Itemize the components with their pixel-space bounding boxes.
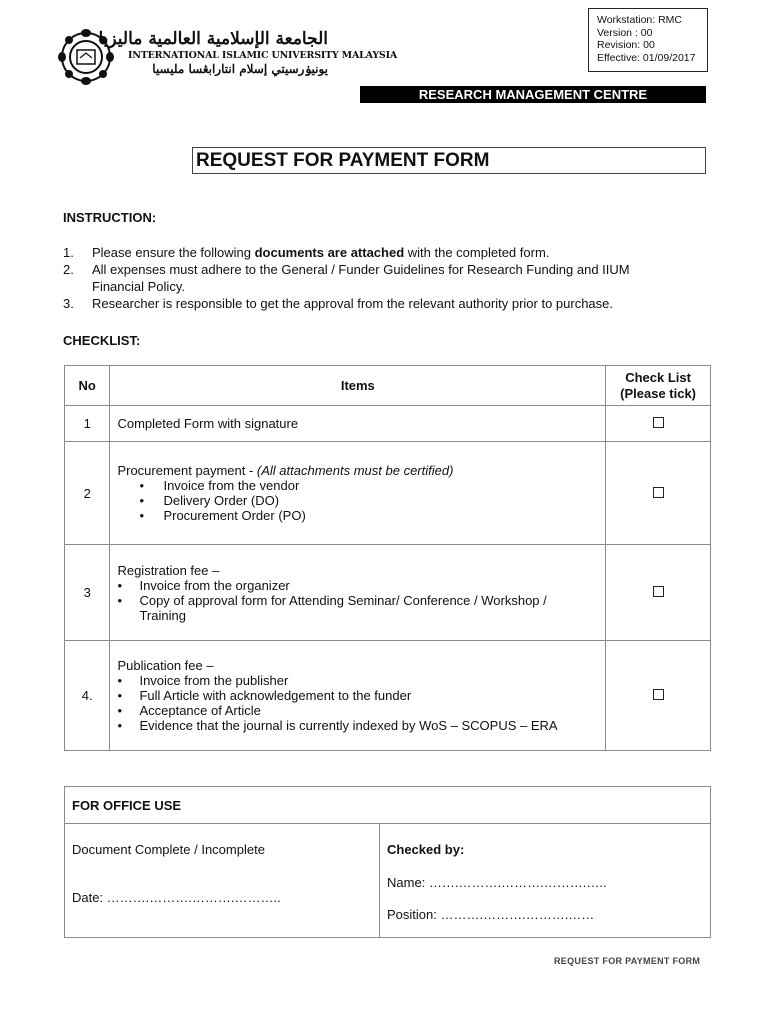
- document-status-field[interactable]: Document Complete / Incomplete: [72, 842, 265, 857]
- table-row: [65, 545, 711, 641]
- table-row: [65, 442, 711, 545]
- list-item: [117, 578, 605, 593]
- instruction-item: [63, 261, 703, 295]
- bullet-text: Full Article with acknowledgement to the funder: [139, 688, 412, 703]
- tick-checkbox[interactable]: [653, 417, 664, 428]
- instruction-item: [63, 295, 703, 312]
- document-control-box: [588, 8, 708, 72]
- instruction-number: 3.: [63, 296, 74, 311]
- bullet: •: [117, 592, 123, 608]
- position-field[interactable]: Position: ……….……….……….……: [387, 907, 595, 922]
- checked-by-label: Checked by:: [387, 842, 465, 857]
- bullet-text: Invoice from the vendor: [163, 478, 300, 493]
- row-checkbox-cell: [606, 442, 711, 545]
- instruction-text: [92, 244, 549, 261]
- office-use-heading: FOR OFFICE USE: [65, 787, 710, 824]
- list-item: [117, 688, 605, 703]
- bullet-text: Invoice from the publisher: [139, 673, 289, 688]
- row-checkbox-cell: [606, 545, 711, 641]
- instruction-text-line: Financial Policy.: [92, 279, 185, 294]
- item-title-note: (All attachments must be certified): [256, 463, 454, 478]
- bullet: •: [117, 688, 123, 703]
- list-item: [117, 478, 605, 493]
- instruction-item: [63, 244, 703, 261]
- item-title: Publication fee –: [117, 658, 214, 673]
- bullet-text: Delivery Order (DO): [163, 493, 280, 508]
- instruction-list: [63, 244, 703, 312]
- item-title: Registration fee –: [117, 562, 220, 578]
- column-header-no: No: [65, 366, 110, 406]
- table-row: [65, 641, 711, 751]
- university-name-jawi: يونيۏرسيتي إسلام انتارابڠسا مليسيا: [152, 62, 328, 76]
- row-item: [110, 442, 606, 545]
- table-header-row: [65, 366, 711, 406]
- item-title-text: Procurement payment -: [117, 463, 257, 478]
- instruction-text-part: with the completed form.: [404, 245, 550, 260]
- bullet-text: Training: [139, 607, 186, 623]
- instruction-text-part: Please ensure the following: [92, 245, 255, 260]
- department-banner: RESEARCH MANAGEMENT CENTRE: [360, 86, 706, 103]
- column-header-checklist-line: (Please tick): [620, 385, 697, 401]
- bullet-spacer: [117, 608, 139, 623]
- tick-checkbox[interactable]: [653, 689, 664, 700]
- tick-checkbox[interactable]: [653, 487, 664, 498]
- list-item: [117, 593, 605, 608]
- instruction-emphasis: documents are attached: [254, 245, 405, 260]
- instruction-text: Researcher is responsible to get the approval from the relevant authority prior to purchase.: [92, 296, 613, 311]
- revision-line: Revision: 00: [597, 39, 655, 51]
- form-title: REQUEST FOR PAYMENT FORM: [192, 147, 706, 174]
- list-item: [117, 508, 605, 523]
- column-header-checklist: [606, 366, 711, 406]
- university-name: [98, 29, 397, 88]
- bullet: •: [139, 493, 145, 508]
- list-item: [117, 703, 605, 718]
- date-field[interactable]: Date: ……….……….……….………..: [72, 890, 281, 905]
- bullet-text: Procurement Order (PO): [163, 508, 306, 523]
- bullet: •: [117, 703, 123, 718]
- row-item: Completed Form with signature: [110, 406, 606, 442]
- tick-checkbox[interactable]: [653, 586, 664, 597]
- row-number: 1: [65, 406, 110, 442]
- list-item: [117, 718, 605, 733]
- instruction-number: 1.: [63, 245, 74, 260]
- office-use-box: [64, 786, 711, 938]
- university-name-arabic: الجامعة الإسلامية العالمية ماليزيا: [98, 29, 328, 49]
- row-number: 3: [65, 545, 110, 641]
- university-name-english: INTERNATIONAL ISLAMIC UNIVERSITY MALAYSIA: [128, 50, 397, 61]
- instruction-text: [92, 261, 630, 295]
- column-header-items: Items: [110, 366, 606, 406]
- instruction-heading: INSTRUCTION:: [63, 210, 157, 225]
- bullet: •: [139, 478, 145, 493]
- bullet-text: Copy of approval form for Attending Seminar/ Conference / Workshop /: [139, 592, 547, 608]
- list-item: [117, 493, 605, 508]
- list-item-continuation: [117, 608, 605, 623]
- row-number: 4.: [65, 641, 110, 751]
- bullet: •: [139, 508, 145, 523]
- effective-date-line: Effective: 01/09/2017: [597, 51, 696, 64]
- version-line: Version : 00: [597, 26, 653, 39]
- row-number: 2: [65, 442, 110, 545]
- bullet: •: [117, 673, 123, 688]
- bullet: •: [117, 718, 123, 733]
- bullet-text: Acceptance of Article: [139, 703, 261, 718]
- row-item: [110, 641, 606, 751]
- name-field[interactable]: Name: …….……….……….……….…..: [387, 875, 607, 890]
- bullet-text: Invoice from the organizer: [139, 577, 290, 593]
- workstation-line: Workstation: RMC: [597, 14, 682, 26]
- office-use-divider: [379, 824, 380, 938]
- bullet-text: Evidence that the journal is currently indexed by WoS – SCOPUS – ERA: [139, 718, 558, 733]
- page-footer: REQUEST FOR PAYMENT FORM: [554, 956, 701, 966]
- row-checkbox-cell: [606, 641, 711, 751]
- checklist-heading: CHECKLIST:: [63, 333, 141, 348]
- table-row: [65, 406, 711, 442]
- column-header-checklist-line: Check List: [625, 369, 691, 385]
- row-item: [110, 545, 606, 641]
- instruction-number: 2.: [63, 262, 74, 277]
- item-title: [117, 463, 605, 478]
- row-checkbox-cell: [606, 406, 711, 442]
- bullet: •: [117, 577, 123, 593]
- checklist-table: [64, 365, 711, 751]
- instruction-text-line: All expenses must adhere to the General / Funder Guidelines for Research Funding and IIUM: [92, 262, 630, 277]
- list-item: [117, 673, 605, 688]
